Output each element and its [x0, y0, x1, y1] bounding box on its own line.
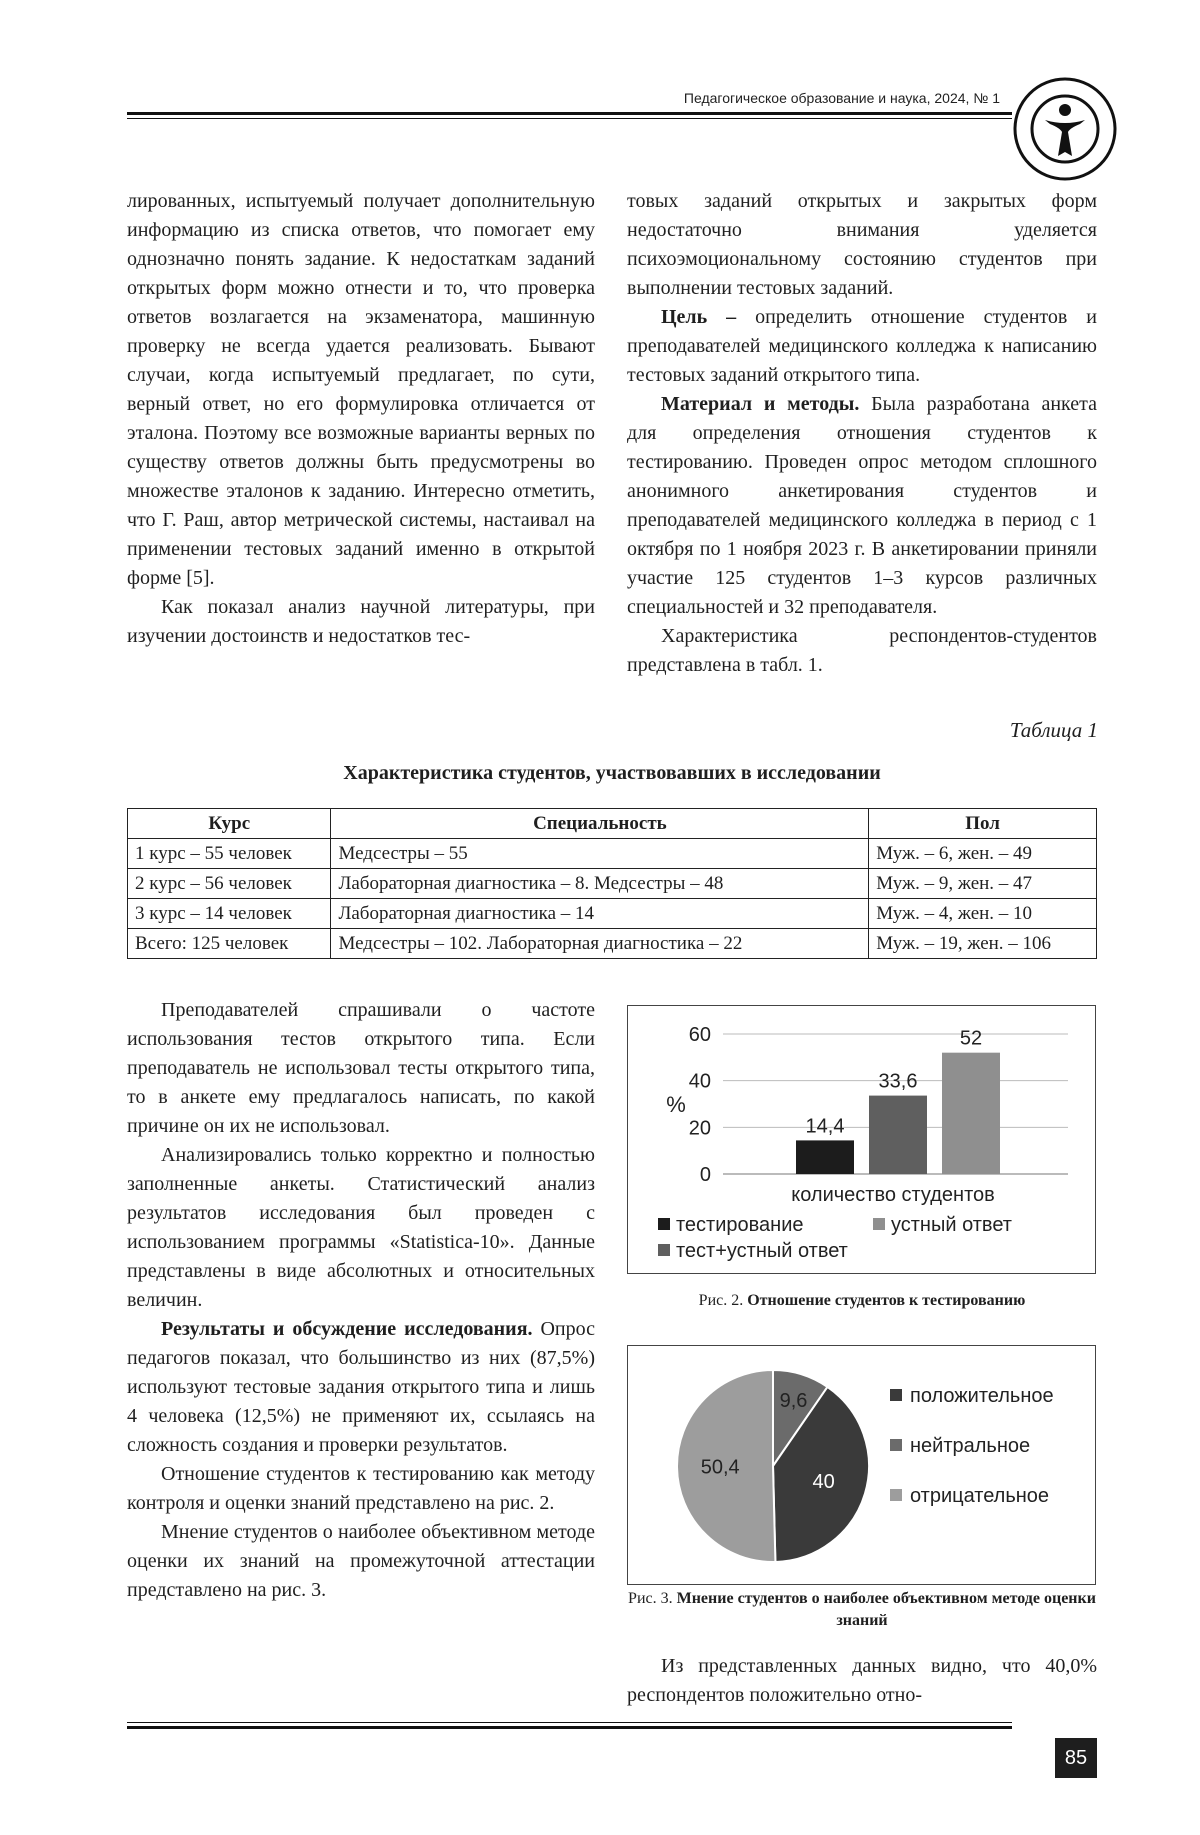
paragraph: Характеристика респондентов-студентов представлена в табл. 1.: [627, 625, 1097, 676]
paragraph: лированных, испытуемый получает дополнительную информацию из списка ответов, что помогает ему однозначно понять задание. К недостаткам заданий открытых форм можно отнести и то, что проверка ответов возлагается на экзаменатора, машинную проверку не всегда удается реализовать. Бывают случаи, когда испытуемый предлагает, по сути, верный ответ, но его формулировка отличается от эталона. Поэтому все возможные варианты верных по существу ответов должны быть предусмотрены во множестве эталонов к заданию. Интересно отметить, что Г. Раш, автор метрической системы, настаивал на применении тестовых заданий именно в открытой форме [5].: [127, 190, 595, 589]
legend-swatch: [873, 1218, 885, 1230]
table-cell: Муж. – 6, жен. – 49: [869, 839, 1097, 869]
bold-lead: Цель –: [661, 306, 737, 328]
right-column-top: [627, 187, 1097, 680]
slice-label: 40: [812, 1471, 835, 1494]
data-label: 33,6: [878, 1070, 918, 1093]
table-header-row: [128, 809, 1097, 839]
paragraph-text: Была разработана анкета для определения отношения студентов к тестированию. Проведен опрос методом сплошного анонимного анкетирования студентов и преподавателей медицинского колледжа в период с 1 октября по 1 ноября 2023 г. В анкетировании приняли участие 125 студентов 1–3 курсов различных специальностей и 32 преподавателя.: [627, 393, 1097, 618]
right-column-bottom: [627, 1652, 1097, 1710]
y-tick-label: 20: [688, 1117, 711, 1140]
paragraph: Анализировались только корректно и полностью заполненные анкеты. Статистический анализ результатов исследования был проведен с использованием программы «Statistica-10». Данные представлены в виде абсолютных и относительных величин.: [127, 1144, 595, 1311]
table-row: [128, 899, 1097, 929]
figure-3-caption: [627, 1588, 1097, 1632]
table-row: [128, 839, 1097, 869]
legend-swatch: [890, 1389, 902, 1401]
legend-label: нейтральное: [910, 1435, 1031, 1457]
caption-text: Отношение студентов к тестированию: [747, 1292, 1026, 1309]
table-cell: 2 курс – 56 человек: [128, 869, 331, 899]
paragraph: [627, 390, 1097, 622]
figure-2: [627, 1005, 1096, 1274]
table-title: Характеристика студентов, участвовавших в исследовании: [343, 762, 881, 784]
left-column-top: [127, 187, 595, 651]
paragraph: товых заданий открытых и закрытых форм недостаточно внимания уделяется психоэмоциональному состоянию студентов при выполнении тестовых заданий.: [627, 190, 1097, 299]
legend-label: тест+устный ответ: [676, 1240, 848, 1262]
legend-swatch: [658, 1218, 670, 1230]
table-row: [128, 929, 1097, 959]
slice-label: 9,6: [779, 1389, 808, 1412]
caption-prefix: Рис. 3.: [628, 1590, 673, 1607]
table-cell: Лабораторная диагностика – 8. Медсестры – 48: [331, 869, 869, 899]
figure-2-caption: [627, 1290, 1097, 1312]
pie-chart: [628, 1346, 1095, 1584]
paragraph-text: определить отношение студентов и преподавателей медицинского колледжа к написанию тестовых заданий открытого типа.: [627, 306, 1097, 386]
table-cell: Медсестры – 55: [331, 839, 869, 869]
bar-3: [942, 1053, 1000, 1174]
table-header: Пол: [869, 809, 1097, 839]
caption-prefix: Рис. 2.: [698, 1292, 744, 1309]
table-cell: 1 курс – 55 человек: [128, 839, 331, 869]
y-tick-label: 0: [699, 1164, 711, 1186]
table-cell: 3 курс – 14 человек: [128, 899, 331, 929]
legend-label: отрицательное: [910, 1485, 1050, 1507]
page-number: 85: [1055, 1738, 1097, 1778]
table-row: [128, 869, 1097, 899]
journal-title: Педагогическое образование и наука, 2024, № 1: [683, 90, 1000, 106]
paragraph: Как показал анализ научной литературы, при изучении достоинств и недостатков тес-: [127, 596, 595, 647]
bold-lead: Материал и методы.: [661, 393, 860, 415]
footer-rule: [127, 1726, 1012, 1729]
table-cell: Всего: 125 человек: [128, 929, 331, 959]
table-cell: Медсестры – 102. Лабораторная диагностика – 22: [331, 929, 869, 959]
paragraph: Отношение студентов к тестированию как методу контроля и оценки знаний представлено на рис. 2.: [127, 1463, 595, 1514]
header-rule-thin: [127, 118, 1012, 119]
table-cell: Муж. – 4, жен. – 10: [869, 899, 1097, 929]
left-column-bottom: [127, 996, 595, 1605]
footer-rule-thin: [127, 1722, 1012, 1723]
paragraph-text: Опрос педагогов показал, что большинство из них (87,5%) используют тестовые задания открытого типа и лишь 4 человека (12,5%) не применяют их, ссылаясь на сложность создания и проверки результатов.: [127, 1318, 595, 1456]
legend-label: устный ответ: [891, 1214, 1012, 1236]
journal-logo: [1010, 74, 1120, 184]
table-cell: Муж. – 19, жен. – 106: [869, 929, 1097, 959]
figure-3: [627, 1345, 1096, 1585]
y-tick-label: 40: [688, 1070, 711, 1093]
paragraph: Мнение студентов о наиболее объективном методе оценки их знаний на промежуточной аттестации представлено на рис. 3.: [127, 1521, 595, 1601]
x-axis-label: количество студентов: [791, 1184, 995, 1206]
bold-lead: Результаты и обсуждение исследования.: [161, 1318, 533, 1340]
paragraph: [627, 303, 1097, 390]
table-header: Курс: [128, 809, 331, 839]
paragraph: Из представленных данных видно, что 40,0% респондентов положительно отно-: [627, 1655, 1097, 1706]
legend-swatch: [890, 1489, 902, 1501]
y-axis-label: %: [666, 1092, 686, 1117]
y-tick-label: 60: [688, 1024, 711, 1046]
students-table: [127, 808, 1097, 959]
table-cell: Лабораторная диагностика – 14: [331, 899, 869, 929]
header-rule: [127, 112, 1012, 115]
table-label: Таблица 1: [1009, 718, 1098, 742]
legend-swatch: [658, 1244, 670, 1256]
legend-swatch: [890, 1439, 902, 1451]
bar-chart: [628, 1006, 1095, 1273]
bar-2: [869, 1096, 927, 1174]
bar-1: [796, 1140, 854, 1174]
legend-label: тестирование: [676, 1214, 804, 1236]
table-cell: Муж. – 9, жен. – 47: [869, 869, 1097, 899]
table-header: Специальность: [331, 809, 869, 839]
paragraph: [127, 1315, 595, 1460]
slice-label: 50,4: [700, 1456, 740, 1479]
data-label: 14,4: [805, 1115, 845, 1138]
legend-label: положительное: [910, 1385, 1054, 1407]
caption-text: Мнение студентов о наиболее объективном методе оценки знаний: [676, 1590, 1096, 1629]
data-label: 52: [959, 1027, 983, 1050]
paragraph: Преподавателей спрашивали о частоте использования тестов открытого типа. Если преподаватель не использовал тесты открытого типа, то в анкете ему предлагалось написать, по какой причине он их не использовал.: [127, 999, 595, 1137]
